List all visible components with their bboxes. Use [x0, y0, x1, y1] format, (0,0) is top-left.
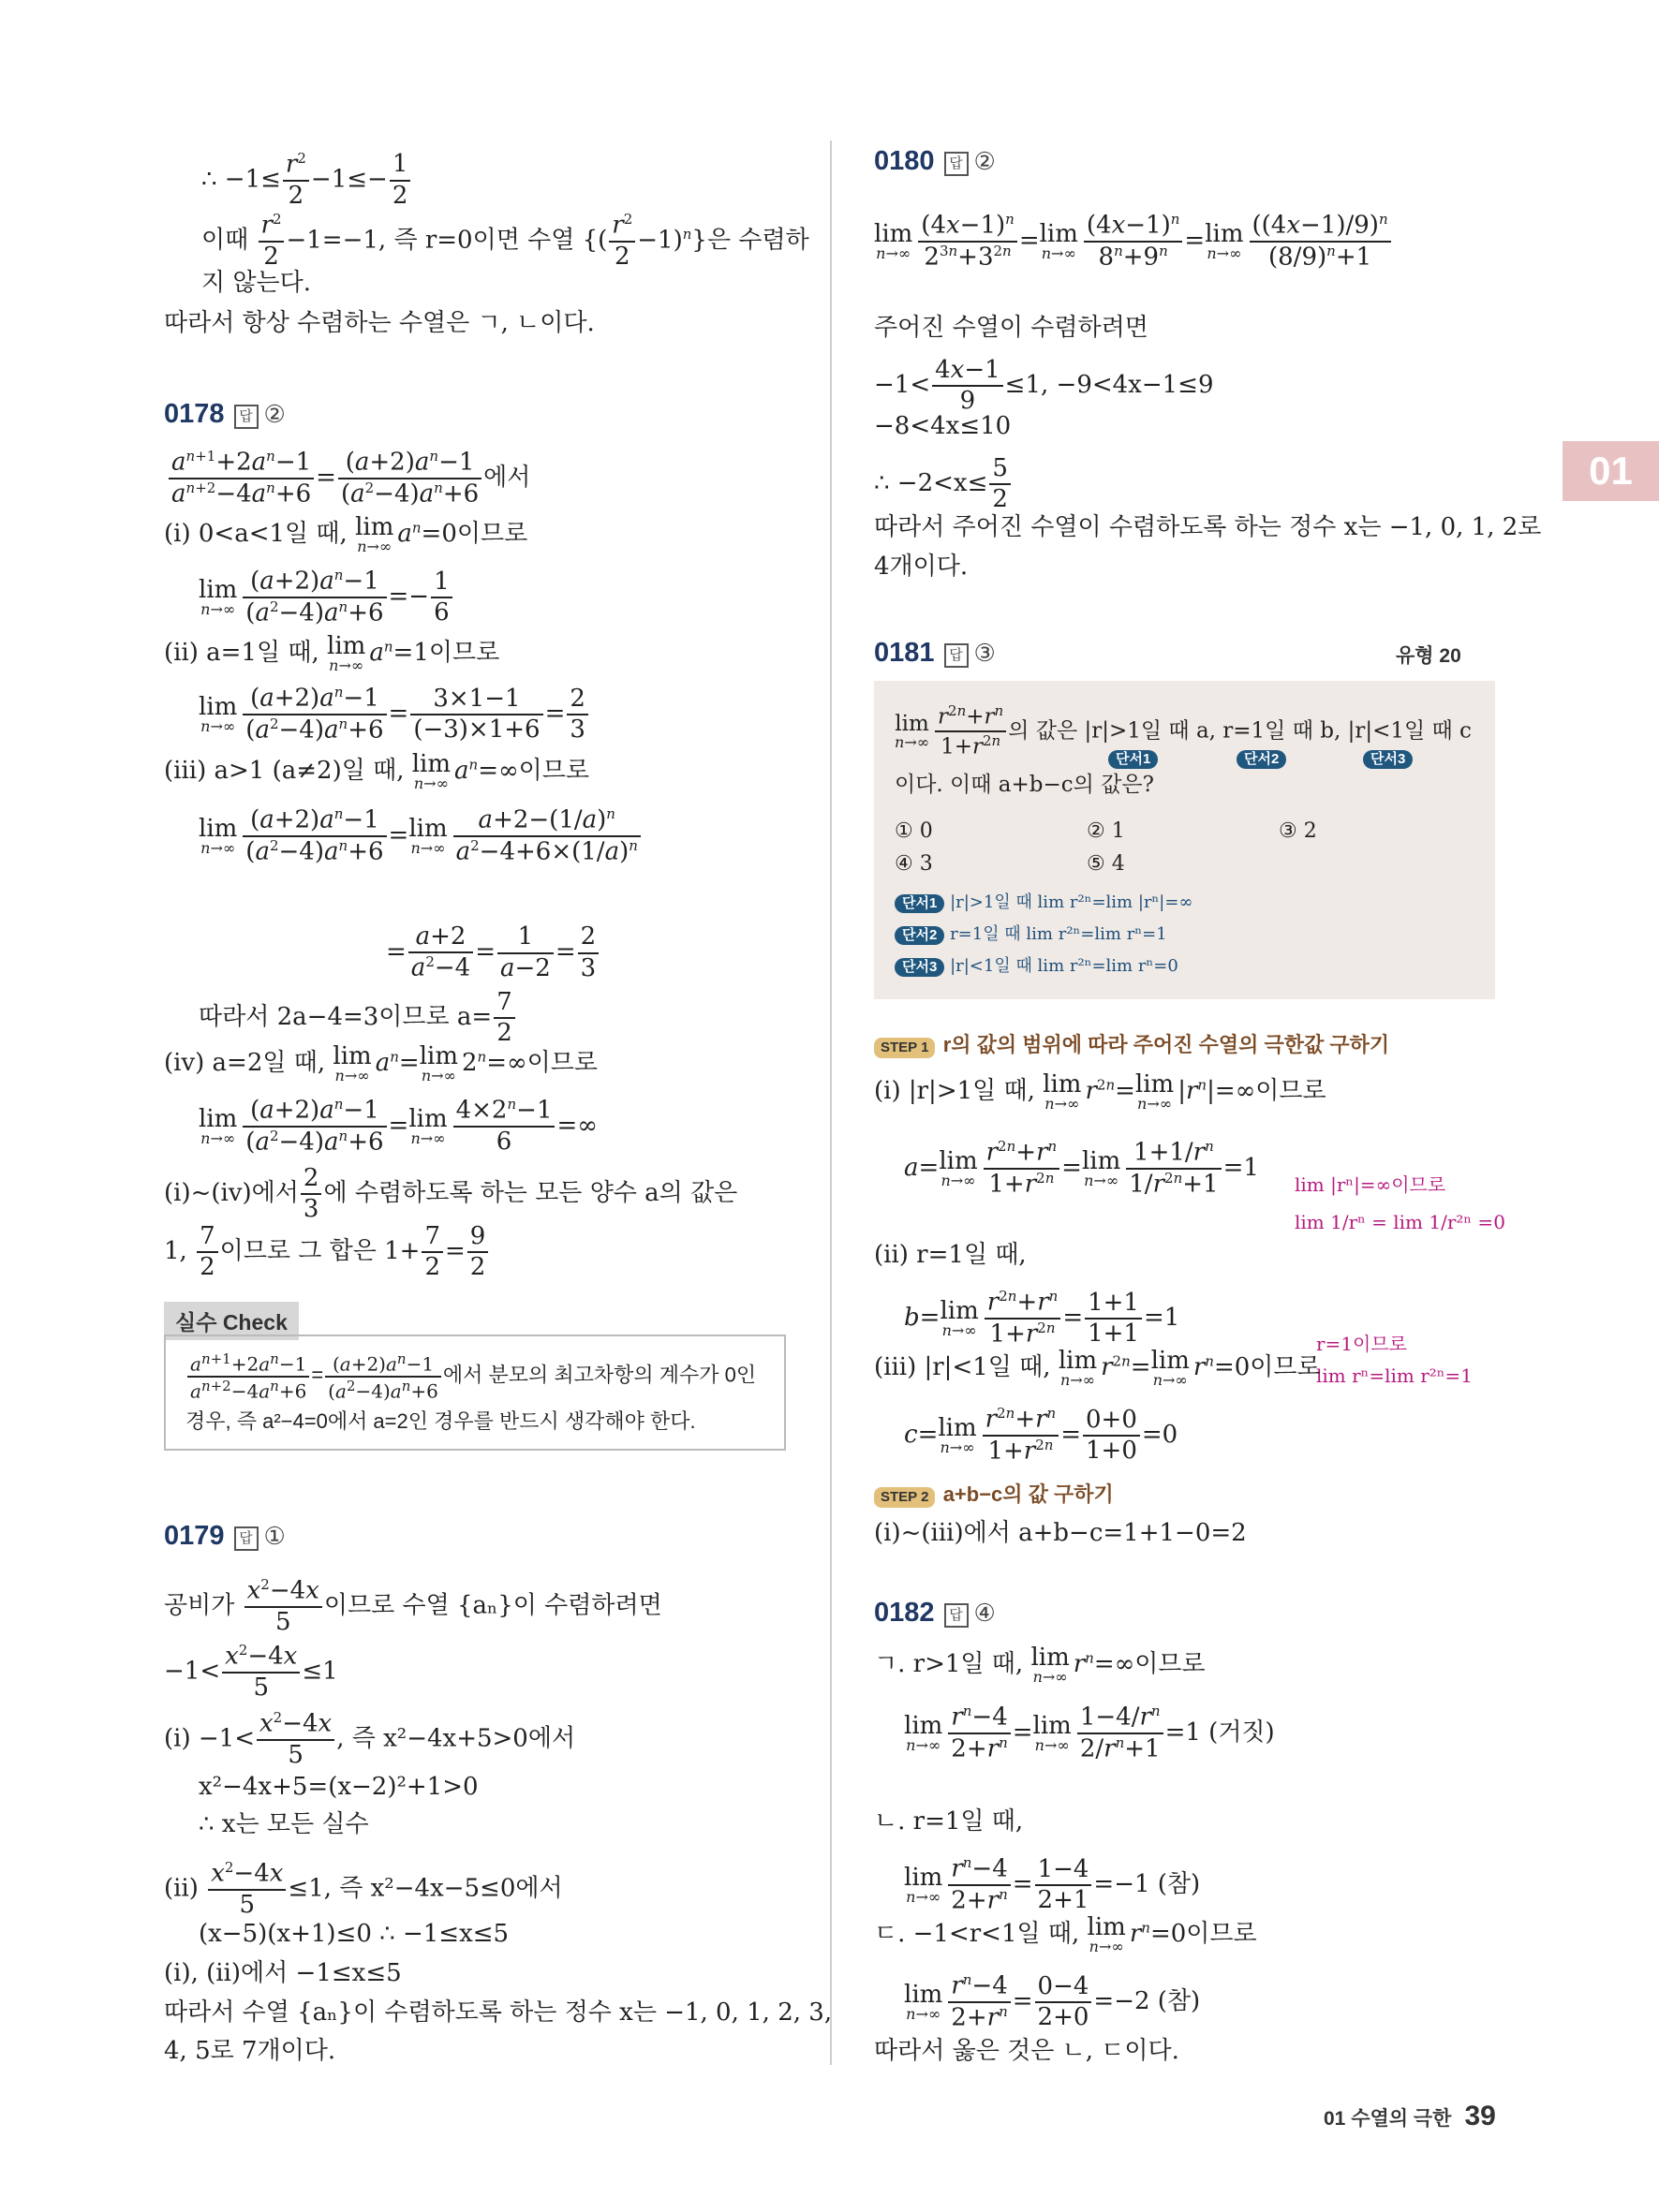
q178-header: 0178 답 ②: [164, 399, 286, 429]
q180-line-2: −1< $\frac{4x-1}{9}$ ≤1, −9<4x−1≤9: [874, 356, 1214, 416]
hint-2: 단서2 r=1일 때 lim r²ⁿ=lim rⁿ=1: [895, 924, 1167, 945]
q178-case-ii-eq: lim n→∞ $\frac{(a+2)a^n-1}{(a^2-4)a^n+6}$ = $\frac{3\times 1-1}{(-3)\times 1+6}$ = $\frac{2}{3}$: [199, 684, 590, 745]
q180-line-6: 4개이다.: [874, 553, 969, 581]
q180-line-3: −8<4x≤10: [874, 412, 1012, 440]
annotation-4: lim rⁿ=lim r²ⁿ=1: [1316, 1364, 1473, 1387]
badge-1: 단서1: [1108, 742, 1158, 771]
choice-5: ⑤ 4: [1087, 852, 1125, 876]
q179-line-1: 공비가 $\frac{x^2-4x}{5}$ 이므로 수열 {aₙ}이 수렴하려면: [164, 1576, 662, 1636]
step2-heading: STEP 2 a+b−c의 값 구하기: [874, 1480, 1114, 1509]
badge-2: 단서2: [1237, 742, 1286, 771]
choice-1: ① 0: [895, 819, 933, 843]
q178-case-iv-eq: lim n→∞ $\frac{(a+2)a^n-1}{(a^2-4)a^n+6}$ =lim n→∞ $\frac{4\times 2^n-1}{6}$ =∞: [199, 1096, 598, 1157]
q182-a: ㄱ. r>1일 때, lim n→∞ $r^n=\infty$이므로: [874, 1644, 1206, 1686]
badge-3: 단서3: [1363, 742, 1413, 771]
q182-c: ㄷ. −1<r<1일 때, lim n→∞ $r^n=0$이므로: [874, 1913, 1257, 1955]
left-line-1: ∴ −1≤ $\frac{r^2}{2}$ −1≤− $\frac{1}{2}$: [201, 150, 412, 211]
choice-3: ③ 2: [1279, 819, 1317, 843]
annotation-2: lim 1/rⁿ = lim 1/r²ⁿ =0: [1295, 1211, 1505, 1233]
q178-conclusion: 따라서 2a−4=3이므로 a= $\frac{7}{2}$: [199, 988, 517, 1048]
s1-case-iii: (ⅲ) |r|<1일 때, lim n→∞ $r^{2n}=\lim$ n→∞ $r^n=0$이므로: [874, 1347, 1321, 1389]
left-line-3: 지 않는다.: [201, 269, 311, 297]
left-line-2: 이때 $\frac{r^2}{2}$ −1=−1, 즉 r=0이면 수열 {( $\frac{r^2}{2}$ −1)$^n$}은 수렴하: [201, 211, 809, 271]
q181-header: 0181 답 ③: [874, 638, 996, 668]
check-line-1: $\frac{a^{n+1}+2a^n-1}{a^{n+2}-4a^n+6}$ = $\frac{(a+2)a^n-1}{(a^2-4)a^n+6}$ 에서 분모의 최고차항의 계수가 0인: [185, 1350, 756, 1402]
left-line-4: 따라서 항상 수렴하는 수열은 ㄱ, ㄴ이다.: [164, 309, 595, 337]
q182-conclusion: 따라서 옳은 것은 ㄴ, ㄷ이다.: [874, 2037, 1179, 2065]
q178-summary-1: (ⅰ)~(ⅳ)에서 $\frac{2}{3}$ 에 수렴하도록 하는 모든 양수 a의 값은: [164, 1164, 738, 1224]
page-footer: [1324, 2101, 1496, 2132]
q178-case-iii-eq1: lim n→∞ $\frac{(a+2)a^n-1}{(a^2-4)a^n+6}$ =lim n→∞ $\frac{a+2-(1/a)^n}{a^2-4+6\times(1/a)^n}$: [199, 805, 643, 867]
q178-eq1: $\frac{a^{n+1}+2a^n-1}{a^{n+2}-4a^n+6}$ = $\frac{(a+2)a^n-1}{(a^2-4)a^n+6}$ 에서: [167, 448, 530, 509]
chapter-tab: 01: [1563, 441, 1659, 501]
q181-type-tag: 유형 20: [1396, 645, 1461, 667]
q179-line-6: (ⅱ) $\frac{x^2-4x}{5}$ ≤1, 즉 x²−4x−5≤0에서: [164, 1859, 563, 1919]
q179-line-4: x²−4x+5=(x−2)²+1>0: [199, 1773, 479, 1801]
q180-line-4: ∴ −2<x≤ $\frac{5}{2}$: [874, 454, 1013, 514]
choice-2: ② 1: [1087, 819, 1125, 843]
q178-case-iv: (ⅳ) a=2일 때, lim n→∞ $a^n=\lim$ n→∞ $2^n=\infty$이므로: [164, 1042, 599, 1084]
step2-result: (ⅰ)~(ⅲ)에서 a+b−c=1+1−0=2: [874, 1519, 1247, 1547]
q180-line-1: 주어진 수열이 수렴하려면: [874, 314, 1148, 342]
q178-case-i-eq: lim n→∞ $\frac{(a+2)a^n-1}{(a^2-4)a^n+6}$ =− $\frac{1}{6}$: [199, 567, 454, 628]
q179-line-2: −1< $\frac{x^2-4x}{5}$ ≤1: [164, 1642, 338, 1702]
choice-4: ④ 3: [895, 852, 933, 876]
s1-case-ii-eq: b=lim n→∞ $\frac{r^{2n}+r^n}{1+r^{2n}}$ = $\frac{1+1}{1+1}$ =1: [904, 1288, 1180, 1349]
s1-case-iii-eq: c=lim n→∞ $\frac{r^{2n}+r^n}{1+r^{2n}}$ = $\frac{0+0}{1+0}$ =0: [904, 1405, 1178, 1466]
q182-b-eq: lim n→∞ $\frac{r^n-4}{2+r^n}$ = $\frac{1-4}{2+1}$ =−1 (참): [904, 1854, 1201, 1915]
footer-chapter: 01 수열의 극한: [1324, 2108, 1452, 2130]
q179-line-10: 4, 5로 7개이다.: [164, 2037, 336, 2065]
q180-eq: lim n→∞ $\frac{(4x-1)^n}{2^{3n}+3^{2n}}$ =lim n→∞ $\frac{(4x-1)^n}{8^n+9^n}$ =lim n→∞ $\frac{((4x-1)/9)^n}{(8/9)^n+1}$: [874, 211, 1393, 273]
column-divider: [830, 140, 832, 2065]
check-line-2: 경우, 즉 a²−4=0에서 a=2인 경우를 반드시 생각해야 한다.: [185, 1409, 696, 1433]
q182-header: 0182 답 ④: [874, 1598, 996, 1628]
q179-line-5: ∴ x는 모든 실수: [199, 1810, 369, 1838]
s1-case-ii: (ⅱ) r=1일 때,: [874, 1241, 1027, 1269]
q178-case-ii: (ⅱ) a=1일 때, lim n→∞ $a^n=1$이므로: [164, 632, 500, 674]
q182-b: ㄴ. r=1일 때,: [874, 1807, 1024, 1836]
q181-prob-line-1: lim n→∞ $\frac{r^{2n}+r^n}{1+r^{2n}}$ 의 값은 |r|>1일 때 a, r=1일 때 b, |r|<1일 때 c: [895, 702, 1472, 759]
q179-line-8: (ⅰ), (ⅱ)에서 −1≤x≤5: [164, 1959, 402, 1987]
q181-prob-line-2: 이다. 이때 a+b−c의 값은?: [895, 773, 1154, 797]
hint-1: 단서1 |r|>1일 때 lim r²ⁿ=lim |rⁿ|=∞: [895, 892, 1192, 913]
s1-case-i: (ⅰ) |r|>1일 때, lim n→∞ $r^{2n}=\lim$ n→∞ $|r^n|=\infty$이므로: [874, 1070, 1326, 1113]
q179-line-7: (x−5)(x+1)≤0 ∴ −1≤x≤5: [199, 1920, 510, 1948]
q178-summary-2: 1, $\frac{7}{2}$ 이므로 그 합은 1+ $\frac{7}{2}$ = $\frac{9}{2}$: [164, 1222, 490, 1282]
hint-3: 단서3 |r|<1일 때 lim r²ⁿ=lim rⁿ=0: [895, 956, 1178, 977]
check-title: 실수 Check: [164, 1302, 299, 1340]
q180-header: 0180 답 ②: [874, 146, 996, 176]
q180-line-5: 따라서 주어진 수열이 수렴하도록 하는 정수 x는 −1, 0, 1, 2로: [874, 513, 1542, 541]
q179-line-9: 따라서 수열 {aₙ}이 수렴하도록 하는 정수 x는 −1, 0, 1, 2, 3,: [164, 1998, 833, 2027]
q178-case-iii-eq2: = $\frac{a+2}{a^2-4}$ = $\frac{1}{a-2}$ = $\frac{2}{3}$: [386, 922, 600, 983]
q179-line-3: (ⅰ) −1< $\frac{x^2-4x}{5}$ , 즉 x²−4x+5>0에서: [164, 1709, 576, 1769]
annotation-1: lim |rⁿ|=∞이므로: [1295, 1173, 1446, 1196]
q182-c-eq: lim n→∞ $\frac{r^n-4}{2+r^n}$ = $\frac{0-4}{2+0}$ =−2 (참): [904, 1971, 1201, 2032]
s1-case-i-eq: a=lim n→∞ $\frac{r^{2n}+r^n}{1+r^{2n}}$ =lim n→∞ $\frac{1+1/r^n}{1/r^{2n}+1}$ =1: [904, 1138, 1259, 1199]
page-number: 39: [1464, 2101, 1496, 2131]
step1-heading: STEP 1 r의 값의 범위에 따라 주어진 수열의 극한값 구하기: [874, 1030, 1389, 1059]
q178-case-i: (ⅰ) 0<a<1일 때, lim n→∞ $a^n=0$이므로: [164, 513, 528, 555]
q179-header: 0179 답 ①: [164, 1521, 286, 1551]
q178-case-iii: (ⅲ) a>1 (a≠2)일 때, lim n→∞ $a^n=\infty$이므로: [164, 750, 590, 792]
annotation-3: r=1이므로: [1316, 1333, 1408, 1355]
q182-a-eq: lim n→∞ $\frac{r^n-4}{2+r^n}$ =lim n→∞ $\frac{1-4/r^n}{2/r^n+1}$ =1 (거짓): [904, 1703, 1275, 1763]
